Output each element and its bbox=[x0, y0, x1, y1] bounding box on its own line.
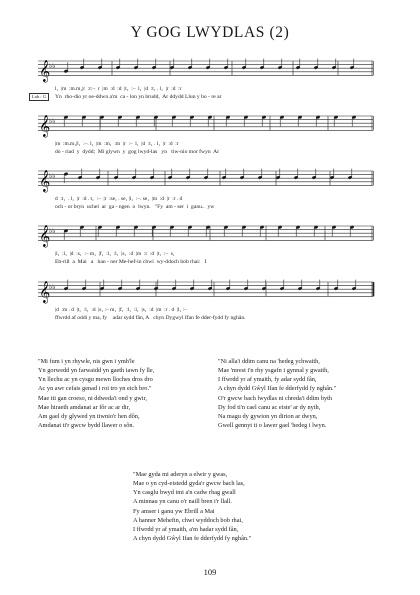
verse-line: Mae iti gan croeso, ni ddweda'i ond y gwir, bbox=[38, 394, 147, 402]
treble-clef-icon: 𝄞 bbox=[39, 281, 51, 303]
verse-line: "Mi fum i yn rhywle, nis gwn i ymh'le bbox=[38, 358, 135, 365]
treble-clef-icon: 𝄞 bbox=[39, 60, 51, 82]
verse-line: I ffwrdd yr af ymaith, a'm hadar sydd fân, bbox=[133, 525, 239, 533]
solfa-line: l₁ |m :m.m₁|r :r:– r |m :d :d |t₁ :– l₁ |d :t₁ . l₁ |r :d :r bbox=[55, 86, 182, 92]
flat-icon: ♭♭ bbox=[49, 62, 56, 70]
music-system bbox=[38, 276, 378, 331]
lyrics-line: och - or bryn uchel ar ga - ngen o lwyn. "Fy am - ser i ganu.. yw bbox=[55, 204, 215, 210]
treble-clef-icon: 𝄞 bbox=[39, 170, 51, 192]
solfa-line: |d :m . d |t₁ :l₁ :d |s₁ :– m₁ |f₁ :l₁ :l₁ |s₁ :d |m :r . d |l₁ :– bbox=[55, 307, 187, 313]
treble-clef-icon: 𝄞 bbox=[39, 115, 51, 137]
verse-line: Mae o yn cyd-eistedd gyda'r gwcw bach las, bbox=[133, 480, 245, 488]
key-label: Lah : G bbox=[29, 93, 49, 101]
solfa-line: d :t₁ . l₁ |r :d . t₁ :– |r :se₁ . se₁ |l₁ :–. se₁ |m :d |r :r . d bbox=[55, 196, 183, 202]
verse-line: Gwell gennyt ti o lawer gael 'hedeg i lwyn. bbox=[218, 422, 327, 430]
lyrics-line: Yn rho-dio yr oe-ddwn a'm ca - lon yn brudd, Ar ddydd Llun y bo - re ar bbox=[55, 94, 222, 100]
music-system bbox=[32, 55, 378, 110]
flat-icon: ♭♭ bbox=[49, 227, 56, 235]
flat-icon: ♭♭ bbox=[49, 172, 56, 180]
verse-center bbox=[133, 470, 323, 543]
staff-lines bbox=[38, 110, 378, 140]
verse-line: A minnau yn canu o'r naill bren i'r llall. bbox=[133, 498, 232, 506]
staff-lines bbox=[38, 165, 378, 195]
verse-line: "Ni alla'i ddim canu na 'hedeg ychwaith, bbox=[218, 358, 320, 365]
verse-line: A chyn dydd Gŵyl Ifan fe dderfydd fy nghân." bbox=[218, 385, 337, 393]
verse-line: Ac yn awr cefais genad i roi tro yn eich bro." bbox=[38, 385, 152, 393]
lyrics-line: do - riad y dydd; Mi glywn y gog lwyd-las yn tiw-nio mor fwyn Ar bbox=[55, 149, 220, 155]
verse-line: A chyn dydd Gŵyl Ifan fe dderfydd fy nghân." bbox=[133, 535, 252, 543]
verse-right bbox=[218, 357, 388, 430]
verse-line: Mae 'mrest i'n rhy ysgafn i gynnal y gwaith, bbox=[218, 367, 329, 375]
flat-icon: ♭♭ bbox=[49, 117, 56, 125]
music-system bbox=[38, 220, 378, 275]
verse-line: Dy fod ti'n cael canu ac eiste' ar dy nyth, bbox=[218, 403, 321, 411]
music-system bbox=[38, 165, 378, 220]
verse-line: Yn gorwedd yn farwaidd yn gaeth iawn fy lle, bbox=[38, 367, 155, 375]
solfa-line: |l₁ :l₁ |d :s₁ :– m₁ |f₁ :l₁ :l₁ |s₁ :d |m :r :d |t₁ :– s₁ bbox=[55, 251, 175, 257]
music-system bbox=[38, 110, 378, 165]
staff-lines bbox=[38, 55, 378, 85]
staff-lines bbox=[38, 276, 378, 306]
verse-line: "Mae gyda mi aderyn a elwir y gwas, bbox=[133, 471, 228, 478]
verse-line: Yn casglu bwyd imi a'n cadw rhag gwall bbox=[133, 489, 236, 497]
treble-clef-icon: 𝄞 bbox=[39, 225, 51, 247]
flat-icon: ♭♭ bbox=[49, 283, 56, 291]
lyrics-line: Eb-rill a Mai a han - ner Me-hef-in chwi wy-ddoch bob rhai: I bbox=[55, 259, 207, 265]
song-title: Y GOG LWYDLAS (2) bbox=[130, 24, 290, 41]
verse-line: Yn llechu ac yn cysgu mewn lloches dros dro bbox=[38, 376, 153, 384]
verse-line: I ffwrdd yr af ymaith, fy adar sydd fân, bbox=[218, 376, 317, 384]
lyrics-line: ffwrdd af oddi y ma, fy adar sydd fân, A chyn Dygwyl Ifan fe dder-fydd fy nghân. bbox=[55, 315, 246, 321]
verse-line: Na magu dy gywion yn dirion ar dwyn, bbox=[218, 412, 318, 420]
verse-line: Mae hiraeth amdanat ar fôr ac ar dir, bbox=[38, 403, 131, 411]
staff-lines bbox=[38, 220, 378, 250]
verse-line: Am gael dy glywed yn tiwnio'r hen dôn, bbox=[38, 412, 140, 420]
verse-line: A hanner Mehefin, chwi wyddoch bob rhai, bbox=[133, 516, 243, 524]
verse-left bbox=[38, 357, 213, 430]
page-number: 109 bbox=[203, 567, 217, 577]
solfa-line: |m :m.m₁|l₁ :–. l₁ |m :m₁ :m |r :– l₁ |d :t₁ . l₁ |r :d :r bbox=[55, 141, 179, 147]
verse-line: Fy amser i ganu yw Ebrill a Mai bbox=[133, 507, 215, 515]
verse-line: O'r gwcw bach lwydlas ni chreda'i ddim byth bbox=[218, 394, 333, 402]
verse-line: Amdanat ti'r gwcw bydd llawer o sôn. bbox=[38, 422, 135, 430]
